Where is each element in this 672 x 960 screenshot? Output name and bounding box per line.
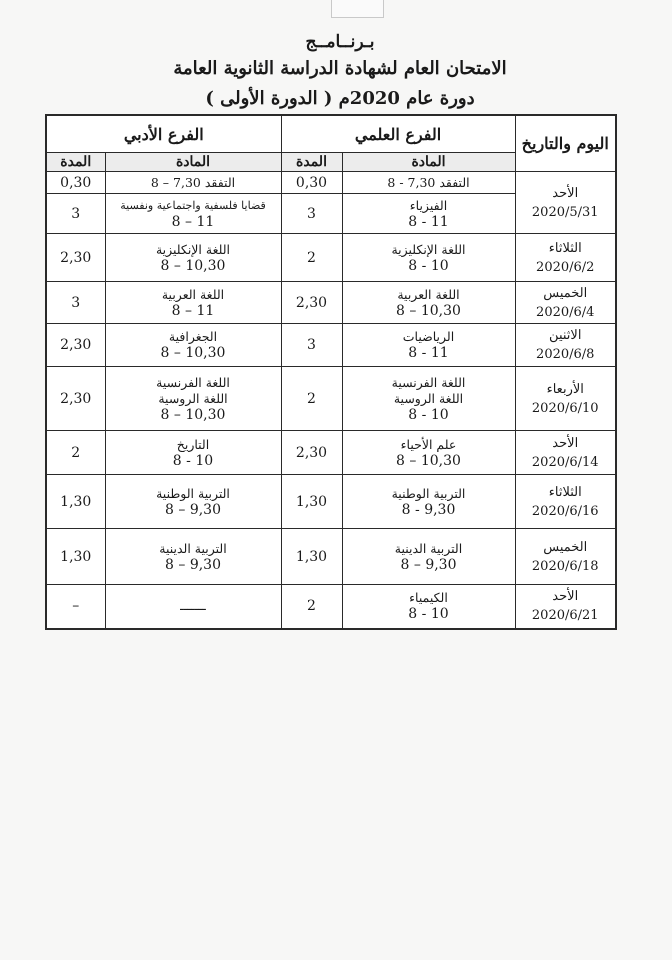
sci-subject: الفيزياء (409, 197, 448, 213)
lit-time: 9,30 – 8 (165, 556, 221, 573)
table-row (46, 367, 616, 431)
lit-duration: – (46, 585, 105, 629)
sci-duration: 1,30 (281, 475, 342, 529)
lit-subject-cell (105, 282, 281, 324)
sci-duration: 2,30 (281, 282, 342, 324)
sci-time: 10,30 – 8 (396, 452, 461, 469)
lit-subject: اللغة العربية (161, 286, 225, 302)
lit-subject: التربية الوطنية (156, 485, 230, 501)
table-row (46, 431, 616, 475)
sci-time: 9,30 – 8 (400, 556, 457, 573)
lit-duration: 1,30 (46, 475, 105, 529)
day-name: الخميس (543, 285, 588, 301)
sci-duration: 3 (281, 194, 342, 234)
lit-time: 11 – 8 (171, 302, 215, 319)
sci-duration: 3 (281, 324, 342, 367)
sci-subject-cell (342, 172, 515, 194)
table-row (46, 324, 616, 367)
sci-time: 9,30 - 8 (401, 501, 456, 518)
header-sci-subject: المادة (342, 153, 515, 172)
day-date-cell (515, 585, 616, 629)
day-name: الأربعاء (546, 381, 584, 397)
lit-time: 10,30 – 8 (160, 345, 226, 361)
sci-duration: 0,30 (281, 172, 342, 194)
session-label: دورة عام 2020م ( الدورة الأولى ) (205, 88, 475, 109)
exam-date: 2020/6/4 (536, 304, 595, 320)
day-date-cell (515, 475, 616, 529)
header-scientific-branch: الفرع العلمي (281, 115, 515, 153)
lit-subject: الجغرافية (168, 329, 218, 344)
lit-duration: 2,30 (46, 234, 105, 282)
sci-subject-cell (342, 475, 515, 529)
lit-subject-cell (105, 475, 281, 529)
table-row (46, 529, 616, 585)
sci-subject: اللغة الفرنسية (391, 374, 466, 390)
sci-duration: 2 (281, 367, 342, 431)
day-name: الأحد (552, 589, 579, 605)
sci-subject-cell (342, 431, 515, 475)
lit-duration: 3 (46, 194, 105, 234)
table-row (46, 234, 616, 282)
sci-time: 10 - 8 (408, 606, 449, 623)
sci-subject: التربية الدينية (394, 540, 463, 556)
document-title: بـرنــامــج (305, 32, 375, 52)
day-name: الثلاثاء (548, 484, 582, 500)
day-name: الأحد (552, 185, 579, 201)
sci-subject-alt: اللغة الروسية (393, 390, 464, 406)
lit-duration: 2 (46, 431, 105, 475)
sci-time: 10,30 – 8 (396, 302, 461, 319)
sci-time: 11 - 8 (408, 213, 449, 230)
header-lit-subject: المادة (105, 153, 281, 172)
day-date-cell (515, 324, 616, 367)
table-row (46, 585, 616, 629)
lit-subject: اللغة الإنكليزية (155, 241, 231, 257)
lit-time: 9,30 – 8 (165, 501, 221, 518)
lit-subject-cell (105, 324, 281, 367)
lit-duration: 2,30 (46, 367, 105, 431)
header-literary-branch: الفرع الأدبي (46, 115, 281, 153)
sci-subject-cell (342, 529, 515, 585)
header-lit-duration: المدة (46, 153, 105, 172)
lit-subject: التفقد 7,30 – 8 (150, 174, 236, 190)
sci-subject-cell (342, 324, 515, 367)
sci-subject: اللغة الإنكليزية (391, 241, 466, 257)
exam-schedule-table (45, 114, 617, 630)
lit-subject-cell (105, 431, 281, 475)
sci-subject: الكيمياء (409, 590, 448, 606)
lit-time: 10,30 – 8 (160, 406, 226, 423)
header-sci-duration: المدة (281, 153, 342, 172)
lit-duration: 0,30 (46, 172, 105, 194)
corner-mark (331, 0, 384, 18)
lit-subject-alt: اللغة الروسية (158, 390, 228, 406)
sci-subject: اللغة العربية (397, 286, 460, 302)
sci-subject-cell (342, 194, 515, 234)
sci-time: 10 - 8 (408, 406, 449, 423)
lit-subject: اللغة الفرنسية (156, 374, 230, 390)
sci-subject-cell (342, 585, 515, 629)
sci-time: 11 - 8 (408, 345, 449, 361)
lit-subject: التربية الدينية (159, 540, 227, 556)
table-row (46, 172, 616, 194)
exam-date: 2020/5/31 (531, 204, 599, 220)
sci-duration: 2 (281, 585, 342, 629)
table-row (46, 475, 616, 529)
sci-duration: 1,30 (281, 529, 342, 585)
day-name: الخميس (543, 539, 588, 555)
sci-subject: التفقد 7,30 - 8 (387, 174, 470, 190)
lit-subject-cell (105, 234, 281, 282)
lit-subject-cell (105, 585, 281, 629)
lit-subject-cell (105, 172, 281, 194)
lit-subject-cell (105, 367, 281, 431)
exam-date: 2020/6/14 (531, 454, 599, 470)
sci-duration: 2,30 (281, 431, 342, 475)
lit-subject: التاريخ (176, 436, 210, 452)
header-day-date: اليوم والتاريخ (515, 115, 616, 172)
day-date-cell (515, 529, 616, 585)
sci-subject: الرياضيات (402, 329, 455, 344)
sci-time: 10 - 8 (408, 257, 449, 274)
day-date-cell (515, 172, 616, 234)
day-date-cell (515, 367, 616, 431)
lit-time: 11 – 8 (171, 213, 215, 230)
day-date-cell (515, 282, 616, 324)
document-subtitle: الامتحان العام لشهادة الدراسة الثانوية العامة (173, 58, 507, 79)
exam-date: 2020/6/2 (536, 259, 595, 275)
exam-date: 2020/6/8 (536, 347, 595, 362)
lit-subject-cell (105, 194, 281, 234)
exam-date: 2020/6/10 (531, 400, 599, 416)
header-row-branches (46, 115, 616, 153)
day-name: الأحد (552, 435, 579, 451)
lit-subject: ـــــــ (180, 598, 206, 614)
sci-subject: علم الأحياء (400, 436, 457, 452)
day-date-cell (515, 431, 616, 475)
table-row (46, 282, 616, 324)
exam-date: 2020/6/18 (531, 558, 599, 574)
lit-time: 10 - 8 (172, 452, 214, 469)
sci-subject-cell (342, 234, 515, 282)
sci-subject-cell (342, 367, 515, 431)
day-date-cell (515, 234, 616, 282)
lit-subject: قضايا فلسفية واجتماعية ونفسية (120, 198, 266, 212)
sci-duration: 2 (281, 234, 342, 282)
exam-date: 2020/6/16 (531, 503, 599, 519)
lit-duration: 2,30 (46, 324, 105, 367)
lit-duration: 3 (46, 282, 105, 324)
day-name: الاثنين (549, 328, 582, 343)
lit-time: 10,30 – 8 (160, 257, 226, 274)
sci-subject: التربية الوطنية (391, 485, 466, 501)
exam-date: 2020/6/21 (531, 608, 599, 624)
sci-subject-cell (342, 282, 515, 324)
lit-subject-cell (105, 529, 281, 585)
lit-duration: 1,30 (46, 529, 105, 585)
day-name: الثلاثاء (548, 240, 582, 256)
